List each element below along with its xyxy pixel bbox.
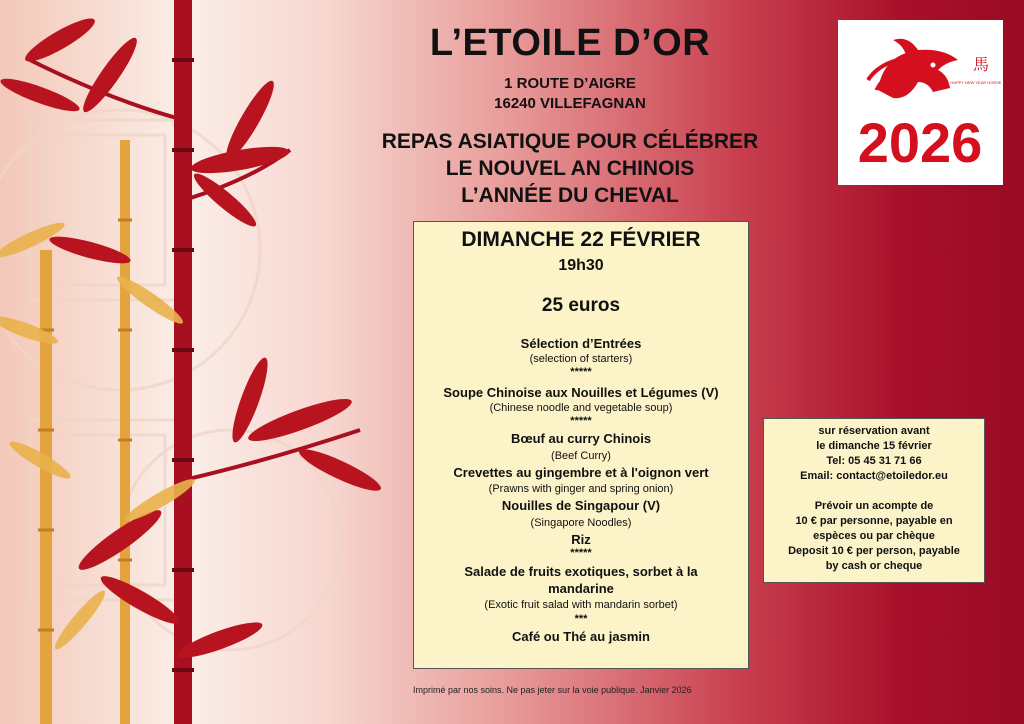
event-date: DIMANCHE 22 FÉVRIER [461, 228, 701, 251]
menu-prawns: Crevettes au gingembre et à l'oignon vert [453, 465, 709, 480]
reservation-box [763, 418, 985, 583]
logo-year: 2026 [857, 111, 983, 174]
menu-soup-en: (Chinese noodle and vegetable soup) [489, 402, 673, 414]
logo-caption: HAPPY NEW YEAR HORSE [950, 80, 1002, 85]
separator: ***** [570, 547, 592, 559]
reservation-line-1: sur réservation avant [818, 425, 930, 437]
deposit-line-3: espèces ou par chèque [813, 530, 935, 542]
logo-glyph: 馬 [973, 55, 990, 74]
separator: ***** [570, 415, 592, 427]
separator: ***** [570, 366, 592, 378]
menu-beef-en: (Beef Curry) [551, 450, 611, 462]
menu-drink: Café ou Thé au jasmin [512, 629, 650, 644]
reservation-phone[interactable]: Tel: 05 45 31 71 66 [826, 455, 922, 467]
footer-note: Imprimé par nos soins. Ne pas jeter sur la voie publique. Janvier 2026 [413, 685, 692, 695]
menu-prawns-en: (Prawns with ginger and spring onion) [488, 483, 674, 495]
restaurant-name: L’ETOILE D’OR [429, 22, 711, 64]
menu-noodles-en: (Singapore Noodles) [530, 517, 632, 529]
menu-dessert-line-2: mandarine [548, 581, 614, 596]
menu-dessert-en: (Exotic fruit salad with mandarin sorbet) [484, 599, 678, 611]
menu-beef: Bœuf au curry Chinois [510, 431, 652, 446]
separator: *** [574, 613, 588, 625]
menu-rice: Riz [571, 532, 591, 547]
address-line-1: 1 ROUTE D’AIGRE [504, 75, 636, 92]
menu-starter: Sélection d’Entrées [520, 336, 642, 351]
reservation-line-2: le dimanche 15 février [816, 440, 932, 452]
menu-noodles: Nouilles de Singapour (V) [501, 498, 661, 513]
menu-price: 25 euros [541, 295, 621, 316]
deposit-line-2: 10 € par personne, payable en [795, 515, 953, 527]
address-line-2: 16240 VILLEFAGNAN [494, 95, 646, 112]
event-title-line-1: REPAS ASIATIQUE POUR CÉLÉBRER [381, 130, 759, 153]
menu-dessert-line-1: Salade de fruits exotiques, sorbet à la [464, 564, 698, 579]
menu-box [413, 221, 749, 669]
deposit-line-1: Prévoir un acompte de [814, 500, 934, 512]
event-title-line-2: LE NOUVEL AN CHINOIS [445, 157, 695, 180]
deposit-line-4: Deposit 10 € per person, payable [788, 545, 960, 557]
event-time: 19h30 [558, 257, 604, 274]
horse-icon [838, 20, 1003, 185]
event-title-line-3: L’ANNÉE DU CHEVAL [461, 184, 679, 207]
menu-soup: Soupe Chinoise aux Nouilles et Légumes (V) [443, 385, 719, 400]
reservation-email[interactable]: Email: contact@etoiledor.eu [800, 470, 948, 482]
menu-starter-en: (selection of starters) [529, 353, 633, 365]
deposit-line-5: by cash or cheque [825, 560, 923, 572]
year-of-horse-logo [838, 20, 1003, 185]
